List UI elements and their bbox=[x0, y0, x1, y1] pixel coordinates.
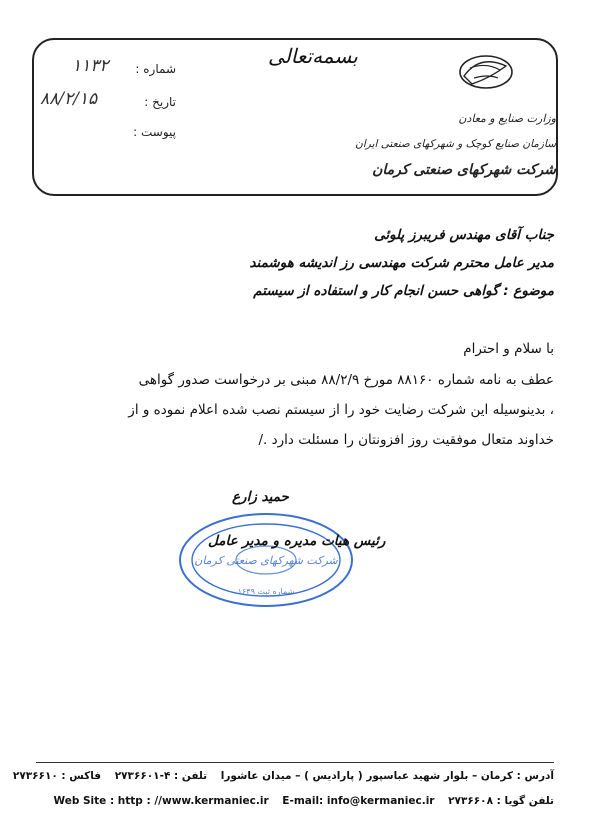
basmala-heading: بسمه‌تعالی bbox=[268, 44, 358, 68]
number-value: ۱۱۳۲ bbox=[72, 56, 109, 76]
company-logo-icon bbox=[450, 48, 520, 98]
footer-phone: تلفن : ۴-۲۷۳۶۶۰۱ bbox=[114, 770, 208, 782]
footer-web-row bbox=[43, 795, 554, 807]
number-label: شماره : bbox=[135, 62, 176, 76]
ministry-name: وزارت صنایع و معادن bbox=[458, 112, 556, 125]
letter-subject: موضوع : گواهی حسن انجام کار و استفاده از سیستم bbox=[253, 283, 554, 299]
body-line-3: خداوند متعال موفقیت روز افزونتان را مسئلت دارد ./ bbox=[258, 432, 554, 448]
body-line-2: ، بدینوسیله این شرکت رضایت خود را از سیستم نصب شده اعلام نموده و از bbox=[128, 402, 554, 418]
footer-fax: فاکس : ۲۷۳۶۶۱۰ bbox=[12, 770, 102, 782]
attachment-label: پیوست : bbox=[133, 125, 176, 139]
body-line-1: عطف به نامه شماره ۸۸۱۶۰ مورخ ۸۸/۲/۹ مبنی بر درخواست صدور گواهی bbox=[138, 372, 554, 388]
greeting: با سلام و احترام bbox=[463, 341, 554, 357]
footer-voice-phone: تلفن گویا : ۲۷۳۶۶۰۸ bbox=[448, 795, 554, 807]
company-name: شرکت شهرکهای صنعتی کرمان bbox=[372, 162, 556, 178]
footer-address: آدرس : کرمان – بلوار شهید عباسپور ( پارادیس ) – میدان عاشورا bbox=[220, 770, 554, 782]
svg-text:شرکت شهرکهای صنعتی کرمان: شرکت شهرکهای صنعتی کرمان bbox=[194, 554, 338, 567]
footer-website: Web Site : http : //www.kermaniec.ir bbox=[53, 795, 269, 807]
date-value: ۸۸/۲/۱۵ bbox=[40, 89, 98, 109]
signer-name: حمید زارع bbox=[232, 489, 289, 505]
date-label: تاریخ : bbox=[144, 95, 176, 109]
footer-email: E-mail: info@kermaniec.ir bbox=[282, 795, 435, 807]
organization-name: سازمان صنایع کوچک و شهرکهای صنعتی ایران bbox=[355, 138, 556, 150]
number-field bbox=[40, 56, 176, 80]
signer-title: رئیس هیات مدیره و مدیر عامل bbox=[208, 533, 386, 549]
date-field bbox=[40, 89, 176, 113]
footer-divider bbox=[36, 762, 554, 763]
footer-contact-row bbox=[3, 770, 554, 782]
company-seal bbox=[176, 510, 356, 610]
recipient-name: جناب آقای مهندس فریبرز پلوئی bbox=[374, 227, 554, 243]
attachment-field bbox=[40, 125, 176, 143]
svg-text:شماره ثبت ۱۶۴۹: شماره ثبت ۱۶۴۹ bbox=[237, 587, 295, 596]
recipient-title: مدیر عامل محترم شرکت مهندسی رز اندیشه هوشمند bbox=[249, 255, 554, 271]
